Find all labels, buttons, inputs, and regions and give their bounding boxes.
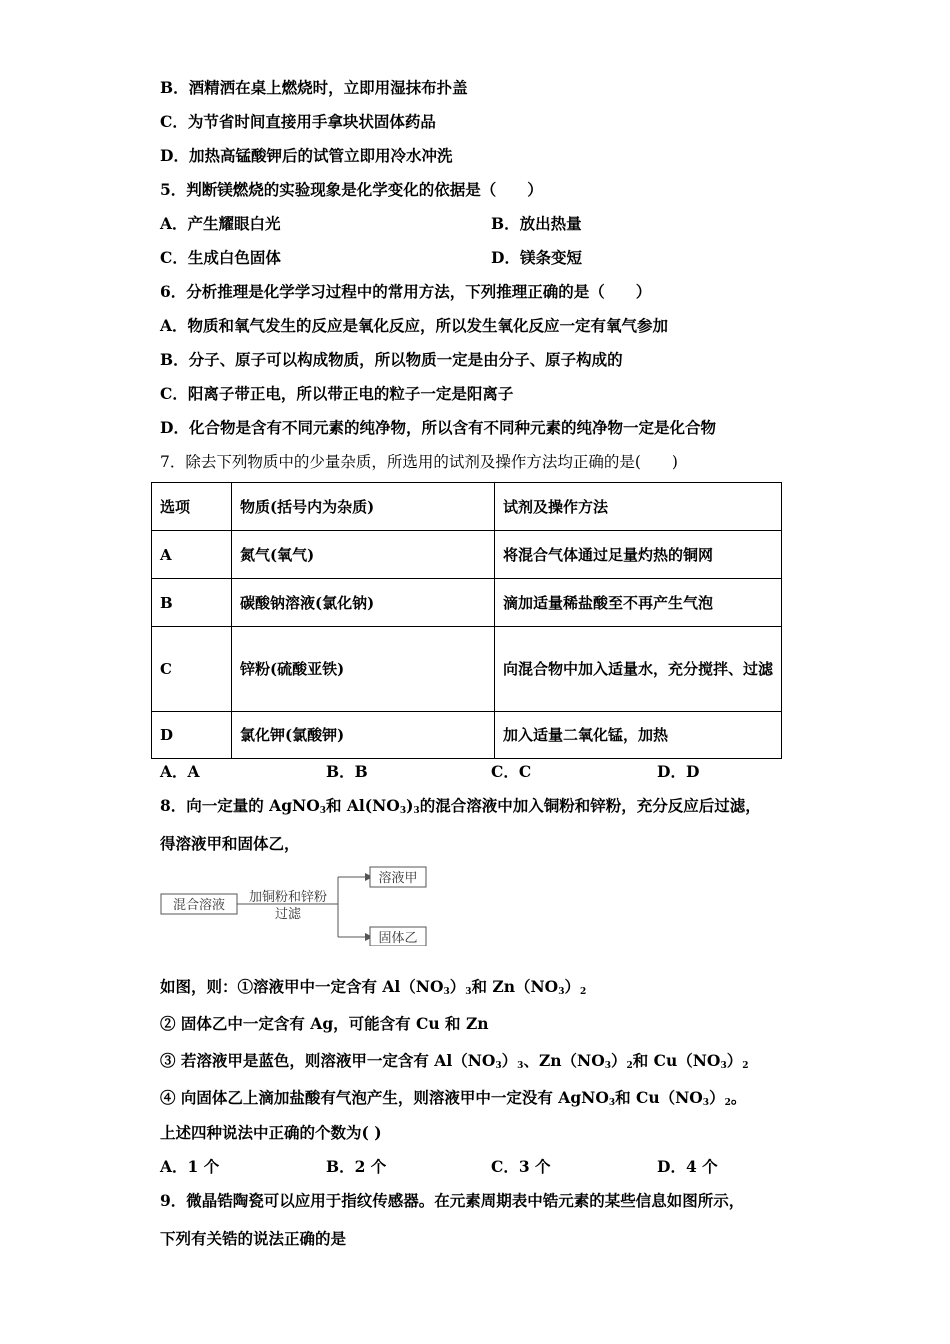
q7-choice-d: D．D bbox=[657, 762, 700, 781]
q8-choice-c: C．3 个 bbox=[491, 1157, 551, 1176]
q7-choice-b: B．B bbox=[326, 762, 368, 781]
table-cell: D bbox=[152, 712, 232, 759]
table-cell: 氮气(氧气) bbox=[232, 531, 495, 579]
table-header-row bbox=[152, 483, 782, 531]
q8-stem: 8．向一定量的 AgNO$_3$和 $Al(NO_3)_3$的混合溶液中加入铜粉和锌粉，充分反应后过滤， bbox=[160, 796, 761, 816]
q7-choice-a: A．A bbox=[160, 762, 200, 781]
q5-option-d: D．镁条变短 bbox=[491, 248, 582, 267]
q8-question: 上述四种说法中正确的个数为( ) bbox=[160, 1123, 382, 1142]
q8-statement-4: ④ 向固体乙上滴加盐酸有气泡产生，则溶液甲中一定没有 AgNO$_3$和 $Cu(NO_3)_2$。 bbox=[160, 1088, 747, 1108]
q6-stem: 6．分析推理是化学学习过程中的常用方法，下列推理正确的是（ ） bbox=[160, 282, 652, 301]
q7-stem: 7．除去下列物质中的少量杂质，所选用的试剂及操作方法均正确的是( ) bbox=[160, 453, 678, 471]
q7-choice-c: C．C bbox=[491, 762, 532, 781]
table-cell: 加入适量二氧化锰，加热 bbox=[495, 712, 782, 759]
flow-out-bottom-label: 固体乙 bbox=[378, 931, 418, 946]
table-row bbox=[152, 712, 782, 759]
q8-choice-d: D．4 个 bbox=[657, 1157, 718, 1176]
table-cell: 滴加适量稀盐酸至不再产生气泡 bbox=[495, 579, 782, 627]
q8-statement-2: ② 固体乙中一定含有 Ag，可能含有 Cu 和 Zn bbox=[160, 1014, 489, 1033]
q6-option-c: C．阳离子带正电，所以带正电的粒子一定是阳离子 bbox=[160, 384, 514, 403]
table-header-cell: 选项 bbox=[152, 483, 232, 531]
flow-step-top-label: 加铜粉和锌粉 bbox=[248, 890, 328, 905]
q9-stem-line1: 9．微晶锆陶瓷可以应用于指纹传感器。在元素周期表中锆元素的某些信息如图所示， bbox=[160, 1191, 745, 1210]
flow-source-label: 混合溶液 bbox=[172, 898, 226, 913]
q5-option-c: C．生成白色固体 bbox=[160, 248, 281, 267]
table-cell: B bbox=[152, 579, 232, 627]
table-cell: C bbox=[152, 627, 232, 712]
q4-option-d: D．加热高锰酸钾后的试管立即用冷水冲洗 bbox=[160, 146, 453, 165]
q6-option-a: A．物质和氧气发生的反应是氧化反应，所以发生氧化反应一定有氧气参加 bbox=[160, 316, 669, 335]
q4-option-b: B．酒精洒在桌上燃烧时，立即用湿抹布扑盖 bbox=[160, 78, 468, 97]
table-cell: 锌粉(硫酸亚铁) bbox=[232, 627, 495, 712]
flow-out-top-label: 溶液甲 bbox=[378, 871, 418, 886]
q7-options-table bbox=[151, 482, 782, 759]
q6-option-d: D．化合物是含有不同元素的纯净物，所以含有不同种元素的纯净物一定是化合物 bbox=[160, 418, 716, 437]
table-cell: A bbox=[152, 531, 232, 579]
table-cell: 向混合物中加入适量水，充分搅拌、过滤 bbox=[495, 627, 782, 712]
table-cell: 将混合气体通过足量灼热的铜网 bbox=[495, 531, 782, 579]
table-header-cell: 物质(括号内为杂质) bbox=[232, 483, 495, 531]
q5-stem: 5．判断镁燃烧的实验现象是化学变化的依据是（ ） bbox=[160, 180, 543, 199]
table-cell: 碳酸钠溶液(氯化钠) bbox=[232, 579, 495, 627]
q8-choice-a: A．1 个 bbox=[160, 1157, 220, 1176]
table-cell: 氯化钾(氯酸钾) bbox=[232, 712, 495, 759]
q8-statement-1: 如图，则：①溶液甲中一定含有 $Al(NO_3)_3$和 $Zn(NO_3)_2$ bbox=[160, 977, 587, 997]
q4-option-c: C．为节省时间直接用手拿块状固体药品 bbox=[160, 112, 436, 131]
table-row bbox=[152, 531, 782, 579]
table-header-cell: 试剂及操作方法 bbox=[495, 483, 782, 531]
table-row bbox=[152, 579, 782, 627]
q8-flow-diagram bbox=[160, 860, 430, 946]
table-row bbox=[152, 627, 782, 712]
q9-stem-line2: 下列有关锆的说法正确的是 bbox=[160, 1229, 347, 1248]
flow-step-bottom-label: 过滤 bbox=[274, 907, 302, 922]
q5-option-b: B．放出热量 bbox=[491, 214, 582, 233]
q8-statement-3: ③ 若溶液甲是蓝色，则溶液甲一定含有 $Al(NO_3)_3$、$Zn(NO_3)_2$和 $Cu(NO_3)_2$ bbox=[160, 1051, 749, 1071]
q8-stem-line2: 得溶液甲和固体乙， bbox=[160, 834, 300, 853]
q5-option-a: A．产生耀眼白光 bbox=[160, 214, 281, 233]
q6-option-b: B．分子、原子可以构成物质，所以物质一定是由分子、原子构成的 bbox=[160, 350, 623, 369]
q8-choice-b: B．2 个 bbox=[326, 1157, 387, 1176]
